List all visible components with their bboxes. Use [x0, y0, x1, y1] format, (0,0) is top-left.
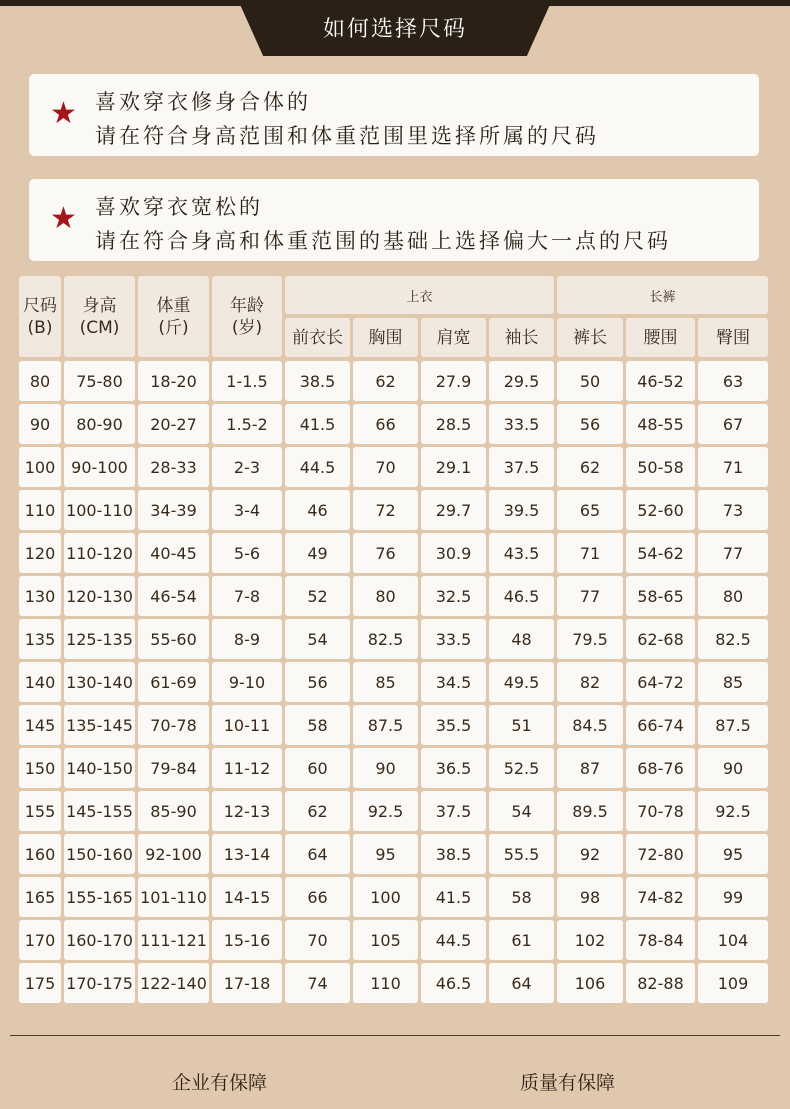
- table-cell-pants-length: 84.5: [557, 705, 623, 745]
- footer-enterprise-guarantee: 企业有保障: [172, 1072, 268, 1094]
- fitted-notice: [29, 74, 759, 156]
- table-cell-height: 130-140: [64, 662, 135, 702]
- table-cell-pants-length: 89.5: [557, 791, 623, 831]
- table-cell-hip: 95: [698, 834, 768, 874]
- table-cell-weight: 34-39: [138, 490, 209, 530]
- table-cell-chest: 92.5: [353, 791, 418, 831]
- table-cell-front-length: 56: [285, 662, 350, 702]
- table-cell-front-length: 41.5: [285, 404, 350, 444]
- table-cell-chest: 76: [353, 533, 418, 573]
- table-cell-waist: 48-55: [626, 404, 695, 444]
- table-cell-hip: 90: [698, 748, 768, 788]
- table-cell-height: 100-110: [64, 490, 135, 530]
- table-cell-hip: 92.5: [698, 791, 768, 831]
- table-cell-sleeve: 52.5: [489, 748, 554, 788]
- table-cell-shoulder: 29.7: [421, 490, 486, 530]
- table-cell-pants-length: 106: [557, 963, 623, 1003]
- table-cell-sleeve: 61: [489, 920, 554, 960]
- table-cell-chest: 66: [353, 404, 418, 444]
- table-cell-waist: 74-82: [626, 877, 695, 917]
- table-cell-shoulder: 32.5: [421, 576, 486, 616]
- table-cell-pants-length: 50: [557, 361, 623, 401]
- table-cell-sleeve: 55.5: [489, 834, 554, 874]
- footer-divider: [10, 1035, 780, 1036]
- column-header-hip: 臀围: [698, 318, 768, 357]
- table-cell-weight: 55-60: [138, 619, 209, 659]
- table-cell-front-length: 58: [285, 705, 350, 745]
- table-cell-weight: 40-45: [138, 533, 209, 573]
- table-cell-pants-length: 65: [557, 490, 623, 530]
- table-cell-age: 17-18: [212, 963, 282, 1003]
- table-cell-chest: 85: [353, 662, 418, 702]
- star-icon: ★: [50, 201, 77, 236]
- column-header-size: 尺码 (B): [19, 276, 61, 357]
- table-cell-waist: 82-88: [626, 963, 695, 1003]
- table-cell-weight: 61-69: [138, 662, 209, 702]
- table-cell-pants-length: 77: [557, 576, 623, 616]
- page-title: 如何选择尺码: [322, 17, 467, 42]
- table-cell-shoulder: 38.5: [421, 834, 486, 874]
- column-header-sleeve: 袖长: [489, 318, 554, 357]
- table-cell-sleeve: 49.5: [489, 662, 554, 702]
- notice-heading: 喜欢穿衣宽松的: [95, 195, 263, 219]
- table-cell-sleeve: 37.5: [489, 447, 554, 487]
- table-cell-front-length: 52: [285, 576, 350, 616]
- column-header-age: 年龄 (岁): [212, 276, 282, 357]
- table-cell-sleeve: 39.5: [489, 490, 554, 530]
- table-cell-age: 9-10: [212, 662, 282, 702]
- table-cell-size: 140: [19, 662, 61, 702]
- table-cell-size: 175: [19, 963, 61, 1003]
- table-cell-sleeve: 46.5: [489, 576, 554, 616]
- table-cell-sleeve: 54: [489, 791, 554, 831]
- table-cell-front-length: 60: [285, 748, 350, 788]
- table-cell-shoulder: 35.5: [421, 705, 486, 745]
- table-cell-size: 165: [19, 877, 61, 917]
- column-header-weight: 体重 (斤): [138, 276, 209, 357]
- notice-text: 请在符合身高范围和体重范围里选择所属的尺码: [95, 124, 599, 148]
- table-cell-shoulder: 37.5: [421, 791, 486, 831]
- table-cell-height: 155-165: [64, 877, 135, 917]
- table-cell-age: 1.5-2: [212, 404, 282, 444]
- table-cell-weight: 46-54: [138, 576, 209, 616]
- table-cell-sleeve: 51: [489, 705, 554, 745]
- table-cell-waist: 64-72: [626, 662, 695, 702]
- table-cell-shoulder: 34.5: [421, 662, 486, 702]
- table-cell-hip: 99: [698, 877, 768, 917]
- table-cell-weight: 92-100: [138, 834, 209, 874]
- table-cell-size: 155: [19, 791, 61, 831]
- table-cell-age: 8-9: [212, 619, 282, 659]
- table-cell-hip: 104: [698, 920, 768, 960]
- table-cell-height: 150-160: [64, 834, 135, 874]
- table-cell-weight: 111-121: [138, 920, 209, 960]
- table-cell-height: 80-90: [64, 404, 135, 444]
- table-cell-age: 14-15: [212, 877, 282, 917]
- table-cell-front-length: 46: [285, 490, 350, 530]
- table-cell-size: 135: [19, 619, 61, 659]
- table-cell-waist: 78-84: [626, 920, 695, 960]
- table-cell-shoulder: 46.5: [421, 963, 486, 1003]
- table-cell-chest: 110: [353, 963, 418, 1003]
- table-cell-hip: 109: [698, 963, 768, 1003]
- table-cell-weight: 18-20: [138, 361, 209, 401]
- table-cell-pants-length: 102: [557, 920, 623, 960]
- table-cell-weight: 101-110: [138, 877, 209, 917]
- table-cell-front-length: 38.5: [285, 361, 350, 401]
- table-cell-front-length: 74: [285, 963, 350, 1003]
- column-header-front-length: 前衣长: [285, 318, 350, 357]
- table-cell-chest: 87.5: [353, 705, 418, 745]
- table-cell-waist: 62-68: [626, 619, 695, 659]
- group-header-top: 上衣: [285, 276, 554, 314]
- table-cell-height: 170-175: [64, 963, 135, 1003]
- table-cell-pants-length: 71: [557, 533, 623, 573]
- table-cell-hip: 67: [698, 404, 768, 444]
- table-cell-weight: 28-33: [138, 447, 209, 487]
- table-cell-front-length: 44.5: [285, 447, 350, 487]
- table-cell-height: 120-130: [64, 576, 135, 616]
- group-header-pants: 长裤: [557, 276, 768, 314]
- column-header-pants-length: 裤长: [557, 318, 623, 357]
- table-cell-hip: 63: [698, 361, 768, 401]
- table-cell-waist: 70-78: [626, 791, 695, 831]
- table-cell-waist: 50-58: [626, 447, 695, 487]
- table-cell-hip: 87.5: [698, 705, 768, 745]
- table-cell-size: 100: [19, 447, 61, 487]
- table-cell-sleeve: 33.5: [489, 404, 554, 444]
- table-cell-hip: 73: [698, 490, 768, 530]
- table-cell-age: 2-3: [212, 447, 282, 487]
- table-cell-height: 90-100: [64, 447, 135, 487]
- table-cell-front-length: 64: [285, 834, 350, 874]
- table-cell-height: 125-135: [64, 619, 135, 659]
- table-cell-shoulder: 33.5: [421, 619, 486, 659]
- table-cell-pants-length: 62: [557, 447, 623, 487]
- table-cell-age: 15-16: [212, 920, 282, 960]
- table-cell-pants-length: 98: [557, 877, 623, 917]
- table-cell-sleeve: 29.5: [489, 361, 554, 401]
- table-cell-hip: 80: [698, 576, 768, 616]
- table-cell-chest: 90: [353, 748, 418, 788]
- table-cell-weight: 122-140: [138, 963, 209, 1003]
- table-cell-size: 150: [19, 748, 61, 788]
- table-cell-age: 12-13: [212, 791, 282, 831]
- table-cell-pants-length: 82: [557, 662, 623, 702]
- table-cell-height: 110-120: [64, 533, 135, 573]
- notice-heading: 喜欢穿衣修身合体的: [95, 90, 311, 114]
- table-cell-shoulder: 29.1: [421, 447, 486, 487]
- table-cell-hip: 77: [698, 533, 768, 573]
- table-cell-age: 10-11: [212, 705, 282, 745]
- table-cell-shoulder: 28.5: [421, 404, 486, 444]
- table-cell-waist: 46-52: [626, 361, 695, 401]
- table-cell-chest: 105: [353, 920, 418, 960]
- table-cell-chest: 62: [353, 361, 418, 401]
- table-cell-size: 170: [19, 920, 61, 960]
- column-header-height: 身高 (CM): [64, 276, 135, 357]
- table-cell-pants-length: 92: [557, 834, 623, 874]
- table-cell-size: 110: [19, 490, 61, 530]
- table-cell-chest: 72: [353, 490, 418, 530]
- star-icon: ★: [50, 96, 77, 131]
- table-cell-waist: 58-65: [626, 576, 695, 616]
- table-cell-chest: 95: [353, 834, 418, 874]
- notice-text: 请在符合身高和体重范围的基础上选择偏大一点的尺码: [95, 229, 671, 253]
- table-cell-size: 145: [19, 705, 61, 745]
- table-cell-age: 7-8: [212, 576, 282, 616]
- table-cell-shoulder: 27.9: [421, 361, 486, 401]
- table-cell-age: 13-14: [212, 834, 282, 874]
- table-cell-height: 75-80: [64, 361, 135, 401]
- table-cell-waist: 52-60: [626, 490, 695, 530]
- table-cell-waist: 68-76: [626, 748, 695, 788]
- table-cell-height: 135-145: [64, 705, 135, 745]
- table-cell-sleeve: 48: [489, 619, 554, 659]
- table-cell-age: 5-6: [212, 533, 282, 573]
- table-cell-front-length: 66: [285, 877, 350, 917]
- table-cell-shoulder: 36.5: [421, 748, 486, 788]
- table-cell-front-length: 54: [285, 619, 350, 659]
- table-cell-size: 130: [19, 576, 61, 616]
- table-cell-chest: 80: [353, 576, 418, 616]
- table-cell-chest: 100: [353, 877, 418, 917]
- table-cell-size: 80: [19, 361, 61, 401]
- table-cell-size: 160: [19, 834, 61, 874]
- table-cell-height: 160-170: [64, 920, 135, 960]
- table-cell-age: 11-12: [212, 748, 282, 788]
- table-cell-height: 145-155: [64, 791, 135, 831]
- table-cell-pants-length: 79.5: [557, 619, 623, 659]
- table-cell-age: 1-1.5: [212, 361, 282, 401]
- table-cell-sleeve: 64: [489, 963, 554, 1003]
- table-cell-hip: 85: [698, 662, 768, 702]
- table-cell-front-length: 70: [285, 920, 350, 960]
- table-cell-hip: 71: [698, 447, 768, 487]
- table-cell-front-length: 62: [285, 791, 350, 831]
- table-cell-weight: 70-78: [138, 705, 209, 745]
- table-cell-hip: 82.5: [698, 619, 768, 659]
- table-cell-sleeve: 43.5: [489, 533, 554, 573]
- table-cell-weight: 79-84: [138, 748, 209, 788]
- column-header-waist: 腰围: [626, 318, 695, 357]
- footer-quality-guarantee: 质量有保障: [520, 1072, 616, 1094]
- table-cell-front-length: 49: [285, 533, 350, 573]
- table-cell-sleeve: 58: [489, 877, 554, 917]
- table-cell-pants-length: 56: [557, 404, 623, 444]
- table-cell-waist: 54-62: [626, 533, 695, 573]
- table-cell-chest: 82.5: [353, 619, 418, 659]
- table-cell-height: 140-150: [64, 748, 135, 788]
- column-header-chest: 胸围: [353, 318, 418, 357]
- table-cell-shoulder: 30.9: [421, 533, 486, 573]
- table-cell-shoulder: 44.5: [421, 920, 486, 960]
- table-cell-pants-length: 87: [557, 748, 623, 788]
- table-cell-waist: 66-74: [626, 705, 695, 745]
- table-cell-weight: 85-90: [138, 791, 209, 831]
- table-cell-weight: 20-27: [138, 404, 209, 444]
- table-cell-chest: 70: [353, 447, 418, 487]
- table-cell-size: 90: [19, 404, 61, 444]
- table-cell-waist: 72-80: [626, 834, 695, 874]
- table-cell-age: 3-4: [212, 490, 282, 530]
- table-cell-size: 120: [19, 533, 61, 573]
- loose-notice: [29, 179, 759, 261]
- table-cell-shoulder: 41.5: [421, 877, 486, 917]
- column-header-shoulder: 肩宽: [421, 318, 486, 357]
